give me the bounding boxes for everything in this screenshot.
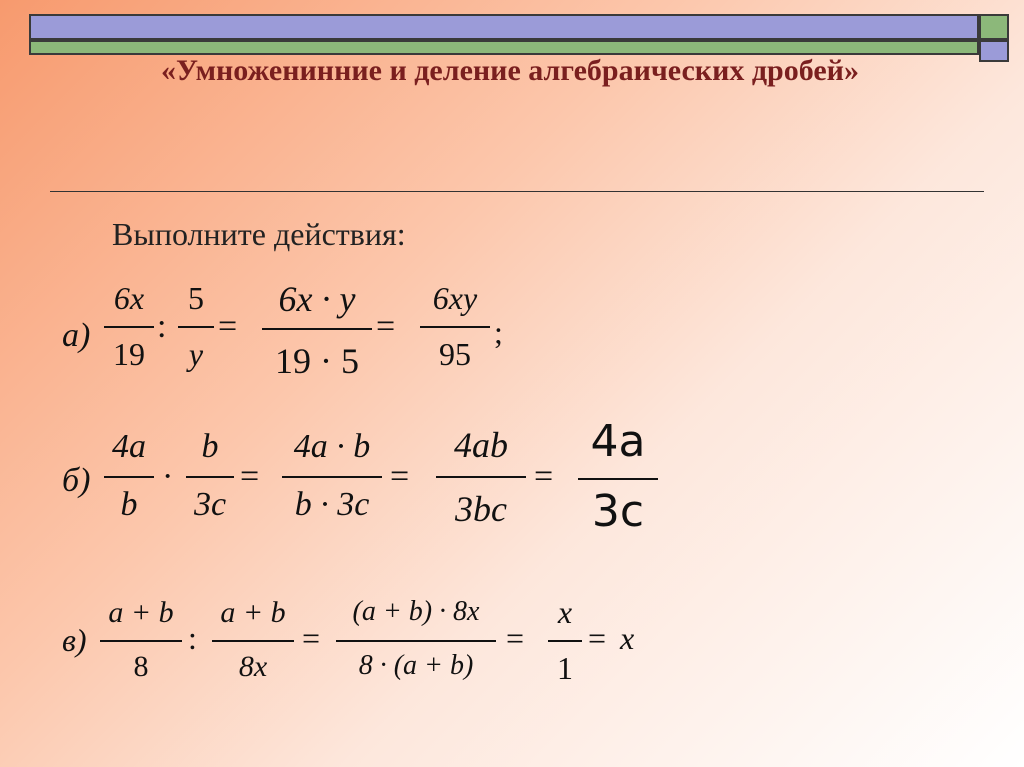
example-b-f4-line xyxy=(436,476,526,478)
example-b-f3-num: 4a · b xyxy=(293,428,371,465)
example-a-equals-2: = xyxy=(376,308,396,345)
example-b-f3-den: b · 3c xyxy=(294,486,370,523)
example-a-f4-line xyxy=(420,326,490,328)
example-a-f4-num: 6xy xyxy=(432,280,478,316)
example-b-f1-line xyxy=(104,476,154,478)
example-b-equals-1: = xyxy=(240,458,260,495)
example-c-f2-den: 8x xyxy=(238,650,268,683)
example-b-f5-num: 4a xyxy=(590,416,646,467)
divider-line xyxy=(50,191,984,192)
example-b-equals-3: = xyxy=(534,458,554,495)
example-b-label: б) xyxy=(62,462,91,499)
example-a-f1-den: 19 xyxy=(113,336,145,372)
example-a-f2-line xyxy=(178,326,214,328)
example-a-f2-num: 5 xyxy=(188,280,204,316)
example-a-op-divide: : xyxy=(157,308,167,345)
example-b-f1-den: b xyxy=(120,486,138,523)
example-c-label: в) xyxy=(62,622,87,658)
example-c-f3-num: (a + b) · 8x xyxy=(352,596,480,627)
header-square-top xyxy=(979,14,1009,40)
example-c-f1-num: a + b xyxy=(108,596,174,629)
example-c-f1-line xyxy=(100,640,182,642)
example-a-f3-num: 6x · y xyxy=(278,279,356,319)
example-b-f2-den: 3c xyxy=(193,486,227,523)
example-c-result: x xyxy=(620,620,635,656)
example-c-f4-line xyxy=(548,640,582,642)
instruction-text: Выполните действия: xyxy=(112,216,406,252)
example-b-f2-line xyxy=(186,476,234,478)
example-a-semicolon: ; xyxy=(494,314,503,350)
example-b-f5-den: 3c xyxy=(591,486,645,537)
example-a-f3-line xyxy=(262,328,372,330)
example-a-label: а) xyxy=(62,317,91,354)
example-a-f2-den: y xyxy=(188,336,204,372)
example-b-op-multiply: · xyxy=(162,458,174,495)
example-b-equals-2: = xyxy=(390,458,410,495)
example-b-f4-num: 4ab xyxy=(454,425,508,465)
example-c-equals-2: = xyxy=(506,620,525,656)
header-bar-top xyxy=(29,14,979,40)
example-a-equals-1: = xyxy=(218,308,238,345)
example-c-equals-1: = xyxy=(302,620,321,656)
example-a-f3-den: 19 · 5 xyxy=(275,341,359,381)
header-square-bottom xyxy=(979,40,1009,62)
example-c-op-divide: : xyxy=(188,620,197,656)
example-b-f3-line xyxy=(282,476,382,478)
example-b-f5-line xyxy=(578,478,658,480)
example-c-f2-num: a + b xyxy=(220,596,286,629)
example-c-f3-den: 8 · (a + b) xyxy=(358,650,474,681)
example-b-f2-num: b xyxy=(201,428,219,465)
example-a-f1-line xyxy=(104,326,154,328)
example-b-f1-num: 4a xyxy=(112,428,146,465)
example-c-f2-line xyxy=(212,640,294,642)
example-a-f4-den: 95 xyxy=(439,336,471,372)
example-c-equals-3: = xyxy=(588,620,607,656)
example-c-f3-line xyxy=(336,640,496,642)
example-c-f4-den: 1 xyxy=(557,650,573,686)
example-c-f1-den: 8 xyxy=(133,650,149,683)
example-a-f1-num: 6x xyxy=(113,280,145,316)
example-b-f4-den: 3bc xyxy=(455,489,507,529)
slide-title: «Умноженинние и деление алгебраических дробей» xyxy=(161,54,859,87)
example-c-f4-num: x xyxy=(557,594,573,630)
